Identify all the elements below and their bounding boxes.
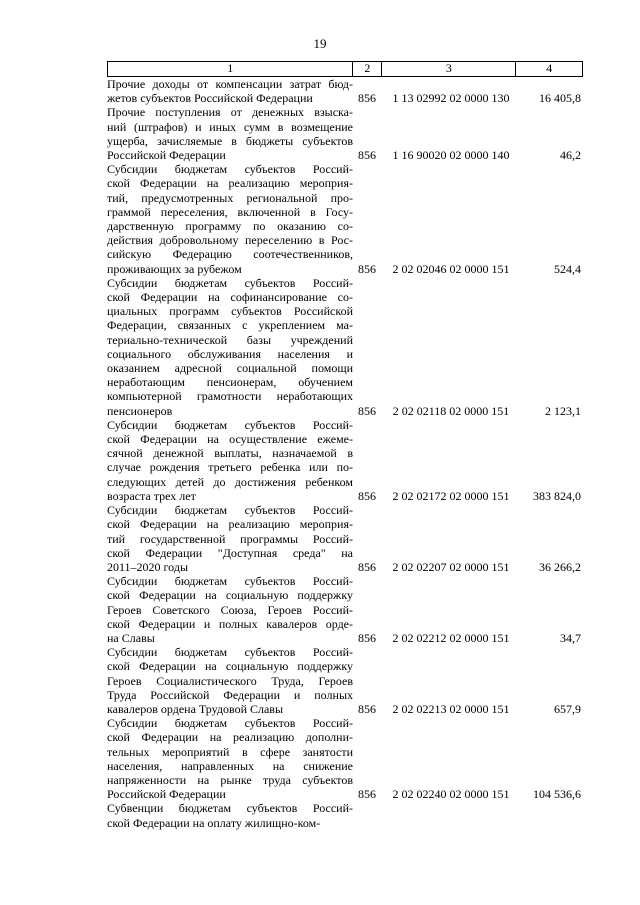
- description-line: тий государственной программы Россий-: [107, 531, 353, 546]
- description-line: ской Федерации на осуществление ежеме-: [107, 432, 353, 447]
- income-description: [107, 418, 353, 503]
- table-header-row: [107, 61, 583, 77]
- description-line: сячной денежной выплаты, назначаемой в: [107, 446, 353, 461]
- budget-table: [107, 61, 583, 830]
- header-col-3: 3: [381, 62, 515, 76]
- table-row: [107, 77, 583, 105]
- description-line: дарственную программу по оказанию со-: [107, 219, 353, 234]
- budget-classification-code: 2 02 02172 02 0000 151: [392, 488, 510, 503]
- description-line: граммой переселения, включенной в Госу-: [107, 204, 353, 219]
- budget-classification-code: 2 02 02240 02 0000 151: [392, 787, 510, 802]
- description-line: Субсидии бюджетам субъектов Россий-: [107, 716, 353, 731]
- amount: 383 824,0: [533, 488, 581, 503]
- table-row: [107, 276, 583, 418]
- description-line: населения, направленных на снижение: [107, 758, 353, 773]
- description-line: Субсидии бюджетам субъектов Россий-: [107, 417, 353, 432]
- header-col-1: 1: [227, 61, 234, 75]
- description-line: следующих детей до достижения ребенком: [107, 474, 353, 489]
- description-line: Субсидии бюджетам субъектов Россий-: [107, 162, 353, 177]
- budget-classification-code: 2 02 02213 02 0000 151: [392, 701, 510, 716]
- description-line: ской Федерации на софинансирование со-: [107, 290, 353, 305]
- table-body: [107, 77, 583, 830]
- description-line: ской Федерации и полных кавалеров орде-: [107, 616, 353, 631]
- description-line: Российской Федерации: [107, 148, 226, 163]
- description-line: 2011–2020 годы: [107, 559, 188, 574]
- description-line: Героев Социалистического Труда, Героев: [107, 673, 353, 688]
- description-line: Субвенции бюджетам субъектов Россий-: [107, 801, 353, 816]
- header-col-4: 4: [515, 62, 582, 76]
- income-description: [107, 801, 353, 829]
- description-line: ской Федерации на социальную поддержку: [107, 588, 353, 603]
- description-line: Прочие поступления от денежных взыска-: [107, 105, 353, 120]
- description-line: Федерации, связанных с укреплением ма-: [107, 318, 353, 333]
- admin-code: 856: [358, 630, 376, 645]
- income-description: [107, 162, 353, 276]
- description-line: ний (штрафов) и иных сумм в возмещение: [107, 119, 353, 134]
- description-line: циальных программ субъектов Российской: [107, 304, 353, 319]
- table-row: [107, 645, 583, 716]
- description-line: ущерба, зачисляемые в бюджеты субъектов: [107, 133, 353, 148]
- description-line: действия добровольному переселению в Рос-: [107, 233, 353, 248]
- description-line: социального обслуживания населения и: [107, 346, 353, 361]
- admin-code: 856: [358, 403, 376, 418]
- description-line: напряженности на рынке труда субъектов: [107, 772, 353, 787]
- amount: 2 123,1: [545, 403, 581, 418]
- table-row: [107, 418, 583, 503]
- budget-classification-code: 1 16 90020 02 0000 140: [392, 148, 510, 163]
- income-description: [107, 574, 353, 645]
- description-line: тельных мероприятий в сфере занятости: [107, 744, 353, 759]
- description-line: ской Федерации на оплату жилищно-ком-: [107, 815, 321, 830]
- page-number: 19: [313, 36, 327, 51]
- description-line: проживающих за рубежом: [107, 261, 242, 276]
- admin-code: 856: [358, 701, 376, 716]
- table-row: [107, 162, 583, 276]
- description-line: Субсидии бюджетам субъектов Россий-: [107, 645, 353, 660]
- description-line: возраста трех лет: [107, 488, 196, 503]
- description-line: сийскую Федерацию соотечественников,: [107, 247, 353, 262]
- income-description: [107, 105, 353, 162]
- description-line: тий, предусмотренных региональной про-: [107, 190, 353, 205]
- admin-code: 856: [358, 488, 376, 503]
- header-col-2: 2: [352, 62, 381, 76]
- description-line: кавалеров ордена Трудовой Славы: [107, 701, 284, 716]
- description-line: ской Федерации на реализацию мероприя-: [107, 176, 353, 191]
- description-line: случае рождения третьего ребенка или по-: [107, 460, 353, 475]
- table-row: [107, 574, 583, 645]
- admin-code: 856: [358, 559, 376, 574]
- amount: 657,9: [554, 701, 581, 716]
- income-description: [107, 716, 353, 801]
- description-line: Субсидии бюджетам субъектов Россий-: [107, 503, 353, 518]
- budget-classification-code: 2 02 02207 02 0000 151: [392, 559, 510, 574]
- amount: 16 405,8: [539, 91, 581, 106]
- income-description: [107, 503, 353, 574]
- description-line: Героев Советского Союза, Героев Россий-: [107, 602, 353, 617]
- description-line: ской Федерации "Доступная среда" на: [107, 545, 353, 560]
- description-line: на Славы: [107, 630, 155, 645]
- description-line: Субсидии бюджетам субъектов Россий-: [107, 275, 353, 290]
- admin-code: 856: [358, 787, 376, 802]
- budget-classification-code: 1 13 02992 02 0000 130: [392, 91, 510, 106]
- amount: 104 536,6: [533, 787, 581, 802]
- admin-code: 856: [358, 148, 376, 163]
- income-description: [107, 276, 353, 418]
- table-row: [107, 503, 583, 574]
- amount: 46,2: [560, 148, 581, 163]
- description-line: ской Федерации на реализацию мероприя-: [107, 517, 353, 532]
- admin-code: 856: [358, 91, 376, 106]
- amount: 34,7: [560, 630, 581, 645]
- description-line: ской Федерации на реализацию дополни-: [107, 730, 353, 745]
- description-line: неработающим пенсионерам, обучением: [107, 375, 353, 390]
- description-line: Субсидии бюджетам субъектов Россий-: [107, 574, 353, 589]
- budget-classification-code: 2 02 02046 02 0000 151: [392, 261, 510, 276]
- description-line: Российской Федерации: [107, 787, 226, 802]
- admin-code: 856: [358, 261, 376, 276]
- table-row: [107, 105, 583, 162]
- income-description: [107, 77, 353, 105]
- description-line: териально-технической базы учреждений: [107, 332, 353, 347]
- description-line: пенсионеров: [107, 403, 173, 418]
- description-line: Прочие доходы от компенсации затрат бюд-: [107, 77, 353, 91]
- description-line: оказанием адресной социальной помощи: [107, 361, 353, 376]
- amount: 36 266,2: [539, 559, 581, 574]
- table-row: [107, 716, 583, 801]
- description-line: ской Федерации на социальную поддержку: [107, 659, 353, 674]
- income-description: [107, 645, 353, 716]
- description-line: жетов субъектов Российской Федерации: [107, 91, 313, 106]
- table-row: [107, 801, 583, 829]
- description-line: Труда Российской Федерации и полных: [107, 687, 353, 702]
- amount: 524,4: [554, 261, 581, 276]
- description-line: компьютерной грамотности неработающих: [107, 389, 353, 404]
- budget-classification-code: 2 02 02118 02 0000 151: [392, 403, 510, 418]
- budget-classification-code: 2 02 02212 02 0000 151: [392, 630, 510, 645]
